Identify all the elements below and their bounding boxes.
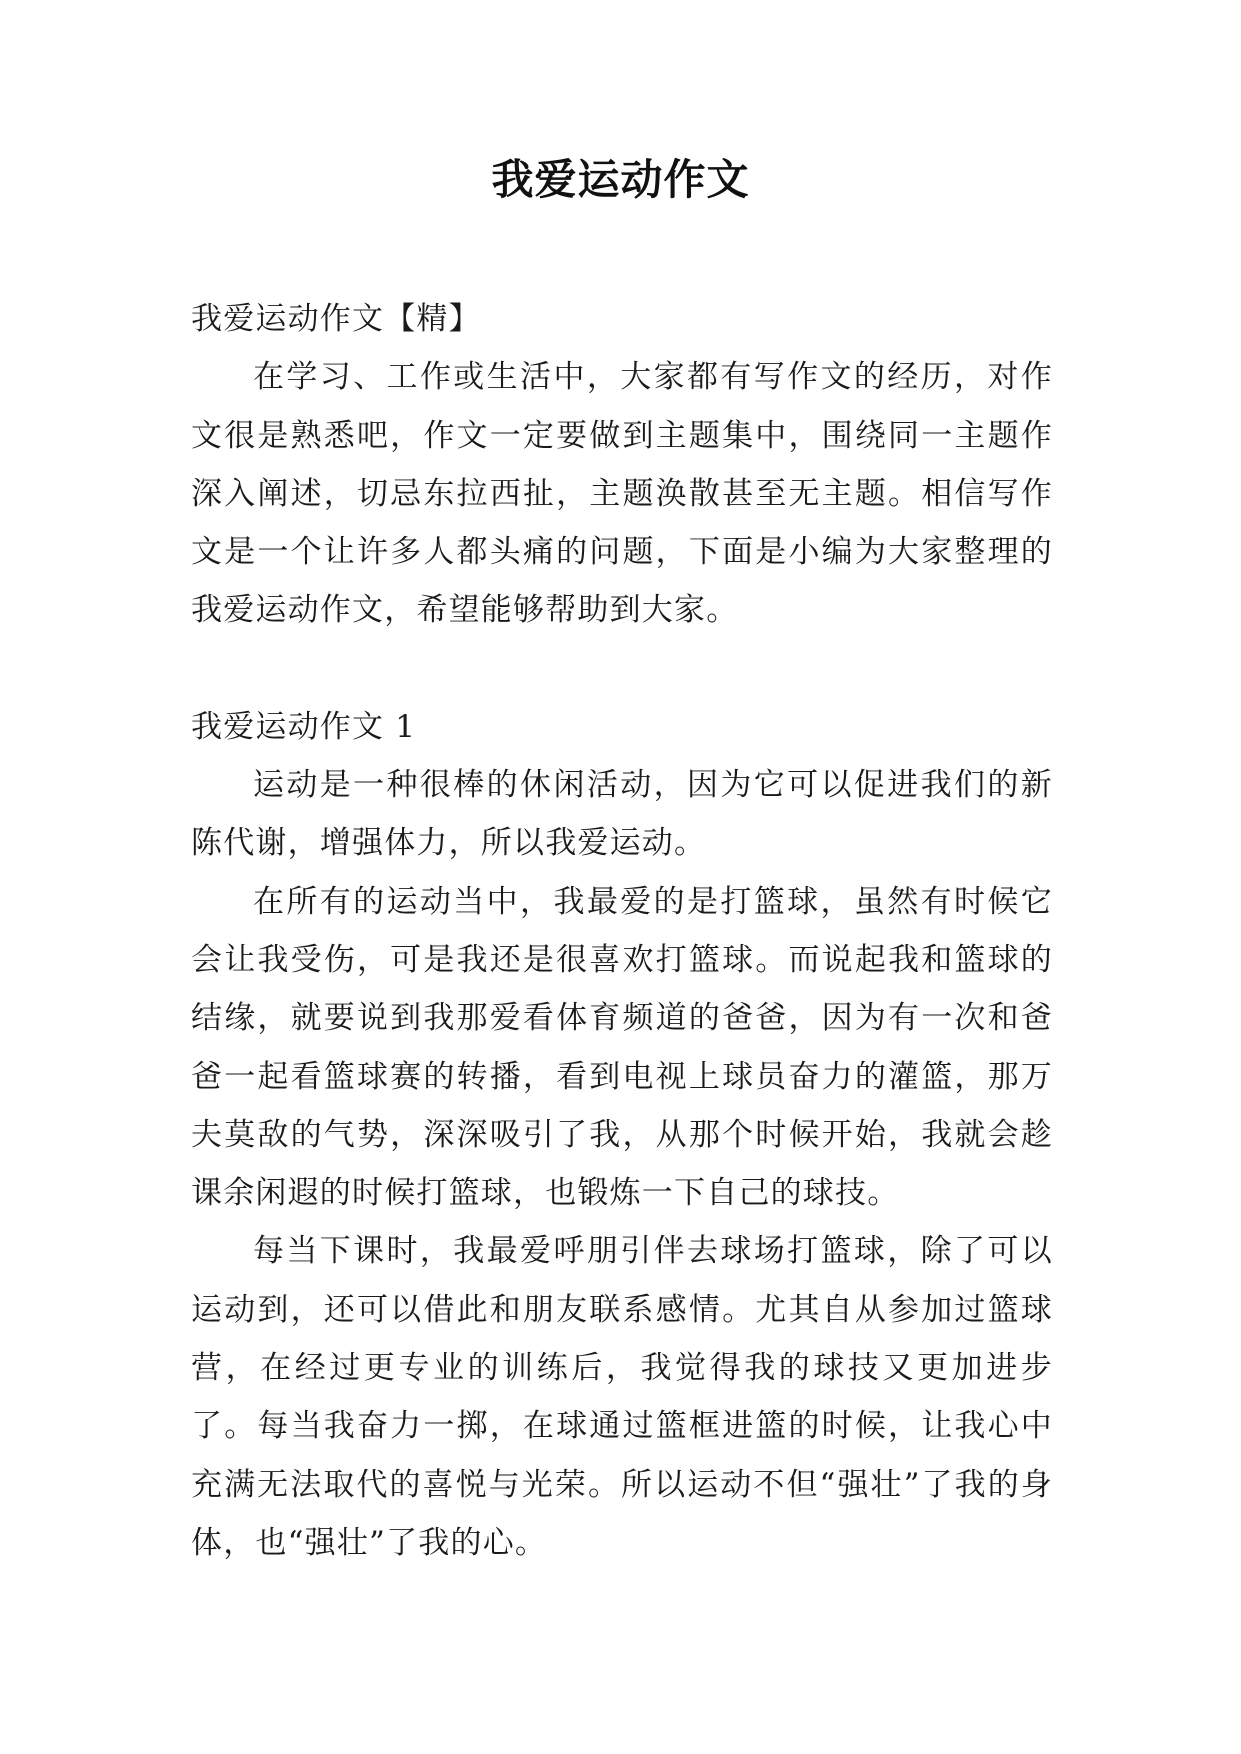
document-title: 我爱运动作文 xyxy=(491,155,750,204)
section-title: 我爱运动作文 1 xyxy=(191,708,417,745)
document-subtitle: 我爱运动作文【精】 xyxy=(191,301,481,337)
intro-paragraph: 在学习、工作或生活中，大家都有写作文的经历，对作文很是熟悉吧，作文一定要做到主题集中，围绕同一主题作深入阐述，切忌东拉西扯，主题涣散甚至无主题。相信写作文是一个让许多人都头痛的问题，下面是小编为大家整理的我爱运动作文，希望能够帮助到大家。 xyxy=(191,359,1053,629)
body-paragraph: 运动是一种很棒的休闲活动，因为它可以促进我们的新陈代谢，增强体力，所以我爱运动。 xyxy=(191,767,1053,862)
document-body xyxy=(191,290,1053,1572)
body-paragraph: 在所有的运动当中，我最爱的是打篮球，虽然有时候它会让我受伤，可是我还是很喜欢打篮球。而说起我和篮球的结缘，就要说到我那爱看体育频道的爸爸，因为有一次和爸爸一起看篮球赛的转播，看到电视上球员奋力的灌篮，那万夫莫敌的气势，深深吸引了我，从那个时候开始，我就会趁课余闲遐的时候打篮球，也锻炼一下自己的球技。 xyxy=(191,883,1053,1212)
body-paragraph: 每当下课时，我最爱呼朋引伴去球场打篮球，除了可以运动到，还可以借此和朋友联系感情。尤其自从参加过篮球营，在经过更专业的训练后，我觉得我的球技又更加进步了。每当我奋力一掷，在球通过篮框进篮的时候，让我心中充满无法取代的喜悦与光荣。所以运动不但“强壮”了我的身体，也“强壮”了我的心。 xyxy=(191,1233,1053,1561)
